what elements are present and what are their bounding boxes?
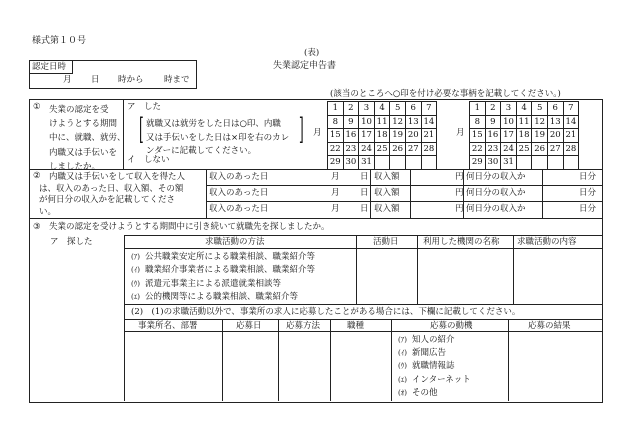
method-item[interactable]: (ｲ) 職業紹介事業者による職業相談、職業紹介等: [131, 265, 315, 276]
q1-calendar-1[interactable]: 1 2 3 4 5 6 7 8 9 10 11 12 13 14 15 16 17 18 19 20 21 22 23 24 25 26 27 28 29 30 31: [327, 101, 437, 170]
q3-option-searched[interactable]: ア 探した: [50, 237, 93, 247]
method-list: [131, 251, 315, 305]
header-method: 求職活動の方法: [205, 237, 265, 247]
header-motive: 応募の動機: [430, 321, 473, 331]
q3-sub2-instruction: (2) (1)の求職活動以外で、事業所の求人に応募したことがある場合には、下欄に記載してください。: [131, 307, 521, 317]
form-title: 失業認定申告書: [273, 61, 337, 71]
q1-calendar-2[interactable]: 1 2 3 4 5 6 7 8 9 10 11 12 13 14 15 16 17 18 19 20 21 22 23 24 25 26 27 28 29 30 31: [469, 101, 579, 170]
q1-option-did[interactable]: ア した: [127, 102, 162, 112]
header-activity-date: 活動日: [373, 237, 399, 247]
motive-item[interactable]: (ｴ) インターネット: [398, 374, 471, 385]
header-activity-content: 求職活動の内容: [517, 237, 577, 247]
motive-item[interactable]: (ｲ) 新聞広告: [398, 348, 446, 359]
q1-note: 就職又は就労をした日は○印、内職 又は手伝いをした日は×印を右のカレ ンダーに記載してください。: [146, 119, 290, 156]
motive-list: [398, 334, 471, 400]
header-job-type: 職種: [347, 321, 365, 331]
header-app-method: 応募方法: [286, 321, 321, 331]
q1-option-did-not[interactable]: イ しない: [127, 155, 170, 165]
motive-item[interactable]: (ｱ) 知人の紹介: [398, 335, 455, 345]
motive-item[interactable]: (ｵ) その他: [398, 387, 438, 398]
header-result: 応募の結果: [528, 321, 571, 331]
form-number: 様式第１０号: [32, 36, 87, 46]
motive-item[interactable]: (ｳ) 就職情報誌: [398, 361, 455, 372]
side-label: (表): [304, 48, 320, 58]
instruction: (該当のところへ○印を付け必要な事柄を記載してください。): [330, 89, 561, 99]
q2-question: 内職又は手伝いをして収入を得た人 は、収入のあった日、収入額、その額 が何日分の収入かを記載してくださ い。: [39, 172, 186, 217]
header-company: 事業所名、部署: [138, 321, 198, 331]
q3-question: 失業の認定を受けようとする期間中に引き続いて就職先を探しましたか。: [49, 222, 330, 232]
header-agency: 利用した機関の名称: [423, 237, 500, 247]
q1-month-label-1: 月: [313, 128, 322, 138]
method-item[interactable]: (ｱ) 公共職業安定所による職業相談、職業紹介等: [131, 252, 315, 262]
q1-month-label-2: 月: [456, 128, 465, 138]
q1-number: ①: [33, 102, 41, 112]
cert-label: 認定日時: [32, 62, 67, 72]
q2-number: ②: [33, 171, 41, 181]
header-app-date: 応募日: [236, 321, 262, 331]
method-item[interactable]: (ｴ) 公的機関等による職業相談、職業紹介等: [131, 292, 298, 303]
q1-question: 失業の認定を受 けようとする期間 中に、就職、就労、 内職又は手伝いを しましたか。: [49, 105, 126, 172]
q3-number: ③: [33, 222, 41, 232]
method-item[interactable]: (ｳ) 派遣元事業主による派遣就業相談等: [131, 278, 281, 289]
